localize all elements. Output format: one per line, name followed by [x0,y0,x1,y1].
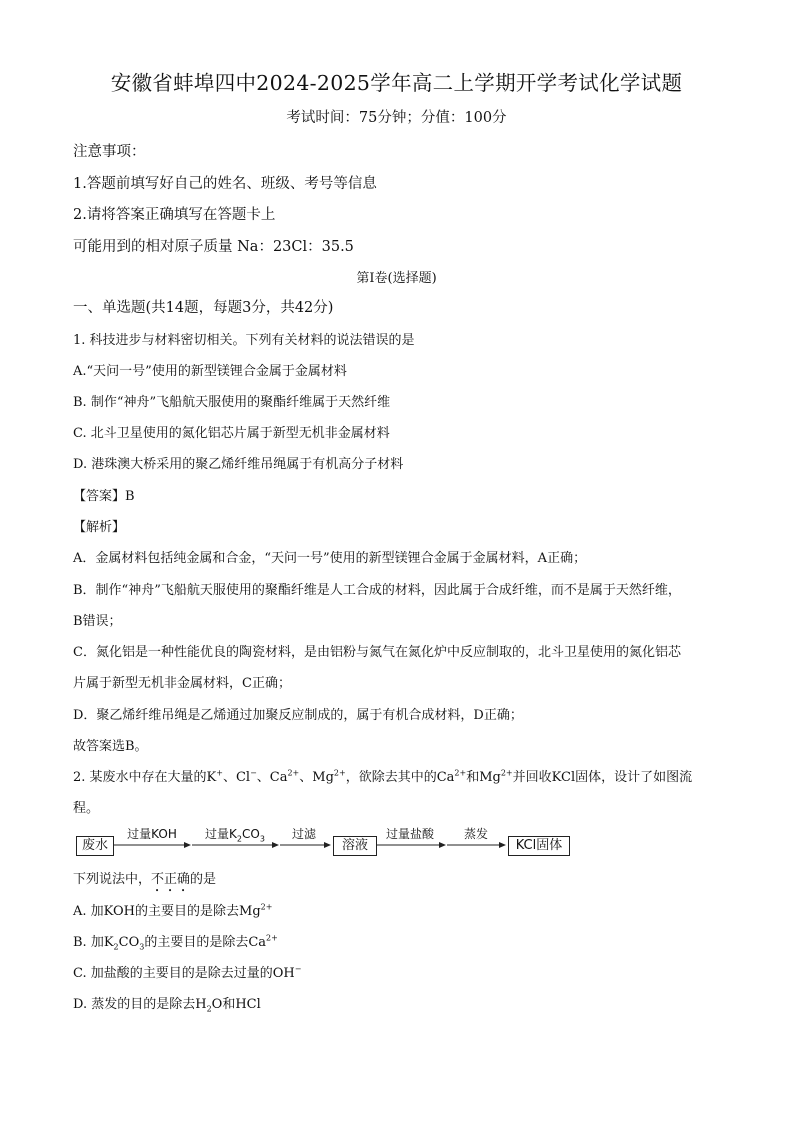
question-2-option-c: C. 加盐酸的主要目的是除去过量的OH− [73,964,302,981]
analysis-line: 片属于新型无机非金属材料，C正确； [73,676,291,691]
question-1-option-a: A.“天问一号”使用的新型镁锂合金属于金属材料 [73,364,347,379]
atomic-mass-note: 可能用到的相对原子质量 Na：23Cl：35.5 [73,239,354,255]
analysis-line: B错误； [73,614,122,629]
flow-box-product: KCl固体 [508,836,570,856]
analysis-line: A．金属材料包括纯金属和合金，“天问一号”使用的新型镁锂合金属于金属材料，A正确； [73,551,587,566]
volume-title: 第Ⅰ卷(选择题) [356,271,437,286]
question-1-answer: 【答案】B [73,489,135,504]
question-1-option-d: D. 港珠澳大桥采用的聚乙烯纤维吊绳属于有机高分子材料 [73,457,404,472]
page-title: 安徽省蚌埠四中2024-2025学年高二上学期开学考试化学试题 [110,71,683,95]
question-1-stem: 1. 科技进步与材料密切相关。下列有关材料的说法错误的是 [73,333,415,348]
flow-label-step3: 过滤 [291,827,316,841]
flow-box-waste: 废水 [76,836,114,856]
flow-label-step2: 过量$K_2CO_3$ [205,827,265,844]
analysis-line: B．制作“神舟”飞船航天服使用的聚酯纤维是人工合成的材料，因此属于合成纤维，而不是属于天然纤维， [73,583,681,598]
analysis-line: D．聚乙烯纤维吊绳是乙烯通过加聚反应制成的，属于有机合成材料，D正确； [73,708,523,723]
question-2-option-b: B. 加$K_2CO_3$的主要目的是除去$Ca^{2+}$ [73,933,278,952]
question-2-option-d: D. 蒸发的目的是除去$H_2O$和HCl [73,997,261,1014]
analysis-line: C．氮化铝是一种性能优良的陶瓷材料，是由铝粉与氮气在氮化炉中反应制取的，北斗卫星使用的氮化铝芯 [73,645,681,660]
question-1-option-b: B. 制作“神舟”飞船航天服使用的聚酯纤维属于天然纤维 [73,395,391,410]
exam-info: 考试时间：75分钟；分值：100分 [286,110,507,126]
question-2-stem-cont: 程。 [73,801,100,816]
flow-label-step5: 蒸发 [463,827,488,841]
flow-label-step1: 过量KOH [127,827,177,841]
question-2-stem: 2. 某废水中存在大量的K+、Cl−、$Ca^{2+}$、$Mg^{2+}$，欲除去其中的$Ca^{2+}$和$Mg^{2+}$并回收KCl固体，设计了如图流 [73,768,693,785]
emphasized-not-correct: 不正确 [151,872,191,887]
analysis-line: 故答案选B。 [73,739,148,754]
notes-heading: 注意事项： [73,144,146,160]
notes-item: 1.答题前填写好自己的姓名、班级、考号等信息 [73,176,377,192]
flow-label-step4: 过量盐酸 [385,827,434,841]
notes-item: 2.请将答案正确填写在答题卡上 [73,207,276,223]
question-2-option-a: A. 加KOH的主要目的是除去$Mg^{2+}$ [73,902,273,919]
question-2-prompt: 下列说法中，不正确的是 [73,872,217,887]
process-flow-diagram [73,828,573,862]
question-1-analysis-label: 【解析】 [73,520,126,535]
question-1-option-c: C. 北斗卫星使用的氮化铝芯片属于新型无机非金属材料 [73,426,390,441]
flow-box-solution: 溶液 [333,836,377,856]
part-title: 一、单选题(共14题，每题3分，共42分) [73,300,334,316]
